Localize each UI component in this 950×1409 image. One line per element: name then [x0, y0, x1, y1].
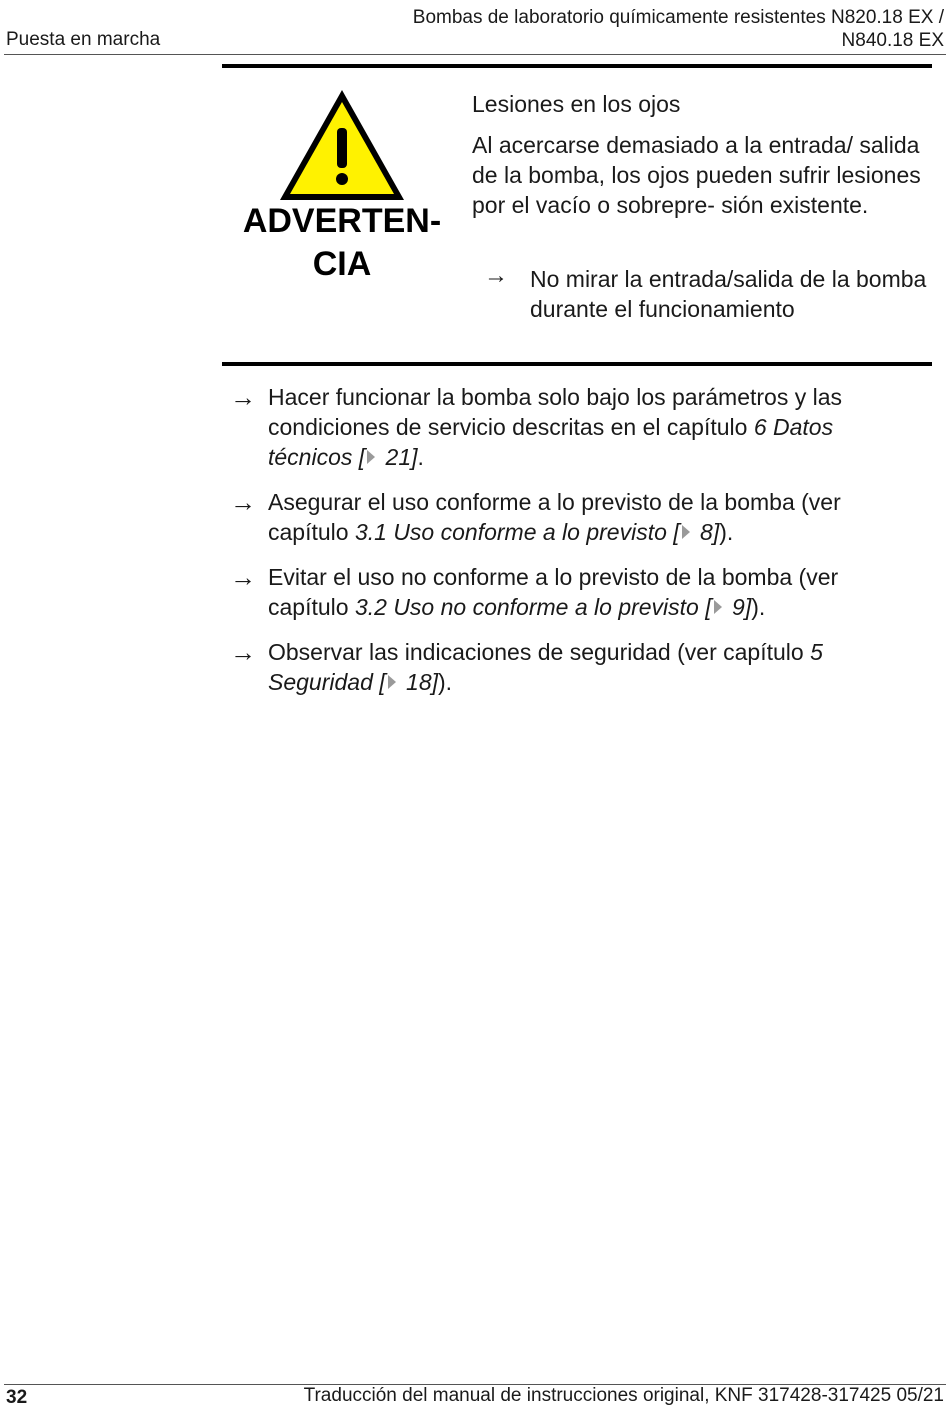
arrow-right-icon: →	[484, 262, 508, 289]
header-section: Puesta en marcha	[6, 29, 161, 50]
page-triangle-icon	[714, 600, 722, 614]
instruction-item	[230, 637, 920, 697]
reference-label: 5 Seguridad [	[268, 639, 823, 695]
page-triangle-icon	[367, 450, 375, 464]
instruction-item	[230, 562, 920, 622]
instruction-text: Hacer funcionar la bomba solo bajo los parámetros y las condiciones de servicio descritas en el capítulo	[268, 384, 843, 440]
instruction-item	[230, 382, 920, 472]
signal-word	[230, 200, 454, 286]
instruction-text: Asegurar el uso conforme a lo previsto de la bomba (ver capítulo	[268, 489, 841, 545]
instruction-tail: .	[417, 444, 424, 470]
reference-label: 3.1 Uso conforme a lo previsto [	[354, 519, 680, 545]
warning-triangle-icon	[278, 88, 406, 202]
reference-page: 9]	[725, 594, 752, 620]
reference-page: 18]	[399, 669, 439, 695]
warning-text: Al acercarse demasiado a la entrada/ salida de la bomba, los ojos pueden sufrir lesiones por el vacío o sobrepre- sión existente.	[472, 132, 921, 218]
header-title	[304, 6, 944, 52]
instruction-text: Evitar el uso no conforme a lo previsto de la bomba (ver capítulo	[268, 564, 839, 620]
chapter-reference-link[interactable]	[355, 594, 751, 620]
reference-page: 21]	[379, 444, 418, 470]
header-title-line2: N840.18 EX	[841, 30, 944, 51]
instruction-tail: ).	[438, 669, 453, 695]
reference-label: 3.2 Uso no conforme a lo previsto [	[354, 594, 712, 620]
header-divider	[4, 54, 946, 55]
reference-page: 8]	[693, 519, 720, 545]
signal-word-line2: CIA	[312, 245, 372, 283]
warning-bottom-rule	[222, 362, 932, 366]
instruction-item	[230, 487, 920, 547]
footer-text: Traducción del manual de instrucciones original, KNF 317428-317425 05/21	[303, 1385, 944, 1406]
warning-top-rule	[222, 64, 932, 68]
arrow-right-icon: →	[230, 487, 256, 517]
warning-title: Lesiones en los ojos	[472, 91, 681, 117]
chapter-reference-link[interactable]	[355, 519, 719, 545]
warning-action: No mirar la entrada/salida de la bomba durante el funcionamiento	[530, 266, 927, 322]
arrow-right-icon: →	[230, 382, 256, 412]
instruction-text: Observar las indicaciones de seguridad (ver capítulo	[268, 639, 811, 665]
reference-label: 6 Datos técnicos [	[268, 414, 834, 470]
page-triangle-icon	[682, 525, 690, 539]
instruction-tail: ).	[751, 594, 766, 620]
signal-word-line1: ADVERTEN-	[242, 202, 442, 240]
arrow-right-icon: →	[230, 562, 256, 592]
instruction-tail: ).	[719, 519, 734, 545]
page-triangle-icon	[388, 675, 396, 689]
arrow-right-icon: →	[230, 637, 256, 667]
instruction-list	[230, 382, 920, 712]
header-title-line1: Bombas de laboratorio químicamente resistentes N820.18 EX /	[412, 7, 944, 28]
page-number: 32	[6, 1387, 28, 1408]
